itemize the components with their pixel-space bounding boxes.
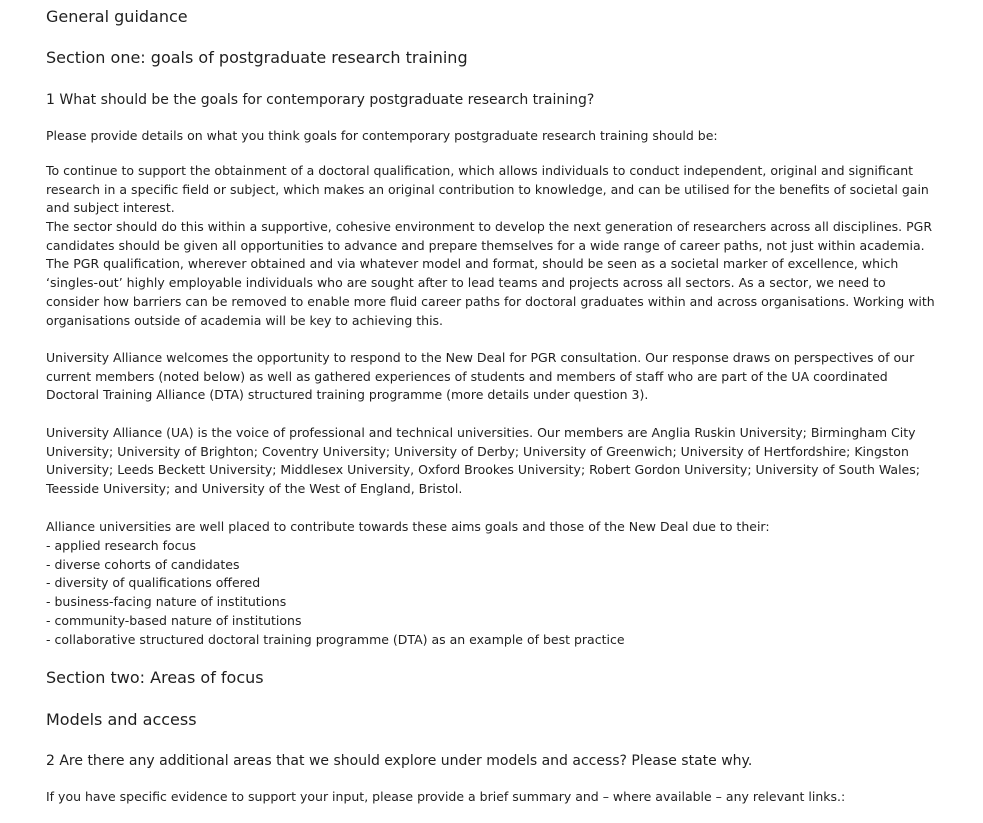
answer-paragraph-alliance: Alliance universities are well placed to contribute towards these aims goals and those of the New Deal due to their: xyxy=(46,519,770,534)
question-2-heading: 2 Are there any additional areas that we should explore under models and access? Please state why. xyxy=(46,753,753,769)
list-item: - collaborative structured doctoral training programme (DTA) as an example of best practice xyxy=(46,631,625,647)
general-guidance-heading: General guidance xyxy=(46,7,188,26)
list-item: - diversity of qualifications offered xyxy=(46,575,261,591)
list-item: - community-based nature of institutions xyxy=(46,612,302,628)
list-item: - applied research focus xyxy=(46,538,196,553)
list-item: - diverse cohorts of candidates xyxy=(46,556,240,572)
alliance-strengths-list xyxy=(46,537,938,649)
question-1-heading: 1 What should be the goals for contemporary postgraduate research training? xyxy=(46,92,595,108)
answer-paragraph-sector: The sector should do this within a supportive, cohesive environment to develop the next generation of researchers across all disciplines. PGR candidates should be given all opportunities to advance and prepare themselves for a wide range of career paths, not just within academia. The PGR qualification, wherever obtained and via whatever model and format, should be seen as a societal marker of excellence, which ‘singles-out’ highly employable individuals who are sought after to lead teams and projects across all sectors. As a sector, we need to consider how barriers can be removed to enable more fluid career paths for doctoral graduates within and across organisations. Working with organisations outside of academia will be key to achieving this. xyxy=(46,219,935,328)
question-2-prompt: If you have specific evidence to support your input, please provide a brief summary and – where available – any relevant links.: xyxy=(46,789,846,804)
question-1-prompt: Please provide details on what you think goals for contemporary postgraduate research training should be: xyxy=(46,128,718,143)
answer-paragraph-welcome: University Alliance welcomes the opportunity to respond to the New Deal for PGR consultation. Our response draws on perspectives of our current members (noted below) as well as gathered experiences of students and members of staff who are part of the UA coordinated Doctoral Training Alliance (DTA) structured training programme (more details under question 3). xyxy=(46,350,915,403)
models-and-access-subheading: Models and access xyxy=(46,710,197,729)
section-two-heading: Section two: Areas of focus xyxy=(46,668,264,687)
answer-paragraph-members: University Alliance (UA) is the voice of professional and technical universities. Our members are Anglia Ruskin University; Birmingham City University; University of Brighton; Coventry University; University of Derby; University of Greenwich; University of Hertfordshire; Kingston University; Leeds Beckett University; Middlesex University, Oxford Brookes University; Robert Gordon University; University of South Wales; Teesside University; and University of the West of England, Bristol. xyxy=(46,425,920,497)
section-one-heading: Section one: goals of postgraduate research training xyxy=(46,48,468,67)
list-item: - business-facing nature of institutions xyxy=(46,594,287,610)
answer-paragraph-goals: To continue to support the obtainment of a doctoral qualification, which allows individuals to conduct independent, original and significant research in a specific field or subject, which makes an original contribution to knowledge, and can be utilised for the benefits of societal gain and subject interest. xyxy=(46,163,929,216)
